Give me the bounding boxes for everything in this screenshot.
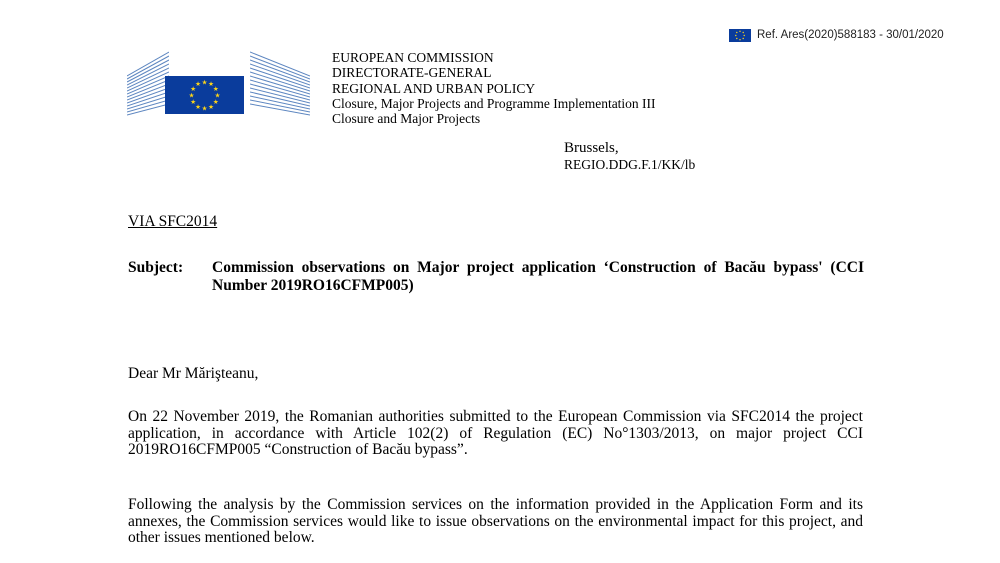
- svg-text:★: ★: [188, 91, 195, 100]
- svg-text:★: ★: [208, 102, 214, 111]
- reference-code: REGIO.DDG.F.1/KK/lb: [564, 157, 696, 172]
- subject-block: [128, 259, 864, 295]
- subject-label: Subject:: [128, 259, 184, 276]
- svg-text:★: ★: [190, 85, 197, 93]
- svg-text:★: ★: [212, 85, 219, 93]
- svg-text:★: ★: [195, 80, 201, 89]
- place-line: Brussels,: [564, 140, 619, 156]
- eu-flag-mini-icon: [729, 29, 751, 42]
- org-line: DIRECTORATE-GENERAL: [332, 65, 492, 81]
- organization-block: [332, 50, 656, 126]
- commission-building-left-icon: [127, 50, 169, 118]
- org-line: Closure, Major Projects and Programme Implementation III: [332, 95, 656, 111]
- subject-text: Commission observations on Major project application ‘Construction of Bacău bypass' (CCI Number 2019RO16CFMP005): [212, 259, 864, 294]
- salutation: Dear Mr Mărişteanu,: [128, 365, 259, 382]
- org-line: EUROPEAN COMMISSION: [332, 50, 494, 65]
- svg-text:★: ★: [201, 104, 208, 113]
- commission-building-right-icon: [250, 50, 310, 118]
- svg-text:★: ★: [201, 78, 208, 87]
- ares-reference-text: Ref. Ares(2020)588183 - 30/01/2020: [757, 29, 944, 41]
- org-line: REGIONAL AND URBAN POLICY: [332, 80, 536, 96]
- svg-text:★: ★: [208, 80, 214, 89]
- body-paragraph: Following the analysis by the Commission services on the information provided in the Application Form and its annexes, the Commission services would like to issue observations on the environmental impact for this project, and other issues mentioned below.: [128, 496, 863, 547]
- org-line: Closure and Major Projects: [332, 111, 481, 127]
- svg-text:★: ★: [212, 98, 219, 106]
- ares-reference-stamp: [729, 27, 989, 43]
- via-line: VIA SFC2014: [128, 213, 218, 230]
- eu-flag-logo-icon: [165, 76, 244, 114]
- svg-text:★: ★: [195, 102, 201, 111]
- svg-text:★: ★: [214, 91, 221, 100]
- body-paragraph: On 22 November 2019, the Romanian authorities submitted to the European Commission via SFC2014 the project application, in accordance with Article 102(2) of Regulation (EC) No°1303/2013, on major project CCI 2019RO16CFMP005 “Construction of Bacău bypass”.: [128, 408, 863, 459]
- svg-text:★: ★: [190, 98, 197, 106]
